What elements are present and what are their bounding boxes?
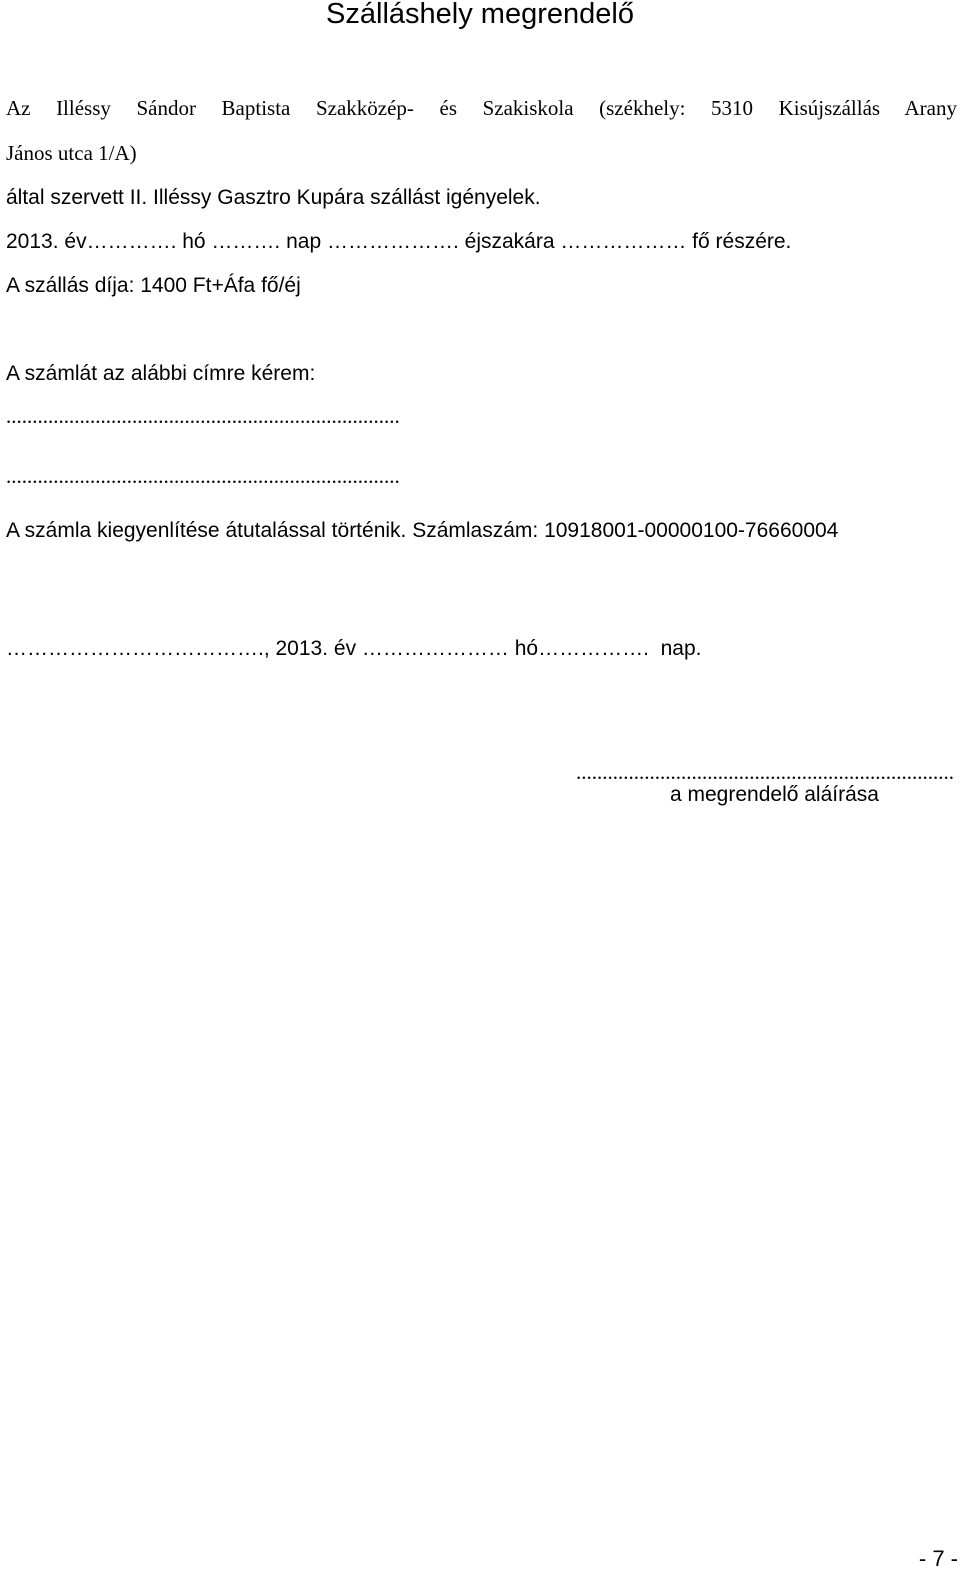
price-line: A szállás díja: 1400 Ft+Áfa fő/éj [6,274,301,297]
invoice-address-label: A számlát az alábbi címre kérem: [6,362,316,385]
intro-line-3: által szervett II. Illéssy Gasztro Kupára szállást igényelek. [6,186,541,209]
address-dotted-line-1: ........................................................................... [6,404,400,428]
intro-line-2: János utca 1/A) [6,141,137,165]
payment-info-line: A számla kiegyenlítése átutalással történik. Számlaszám: 10918001-00000100-76660004 [6,519,839,542]
signature-dotted-line: ........................................................................ [576,760,954,784]
date-place-line: ………………………………., 2013. év ………………… hó……………. nap. [6,637,702,660]
signature-label: a megrendelő aláírása [670,783,879,806]
booking-line: 2013. év…………. hó ………. nap ………………. éjszakára ……………… fő részére. [6,230,792,253]
intro-line-1: Az Illéssy Sándor Baptista Szakközép- és Szakiskola (székhely: 5310 Kisújszállás Arany [6,96,957,120]
document-title: Szálláshely megrendelő [326,0,634,30]
page-number: - 7 - [918,1546,958,1571]
address-dotted-line-2: ........................................................................... [6,464,400,488]
